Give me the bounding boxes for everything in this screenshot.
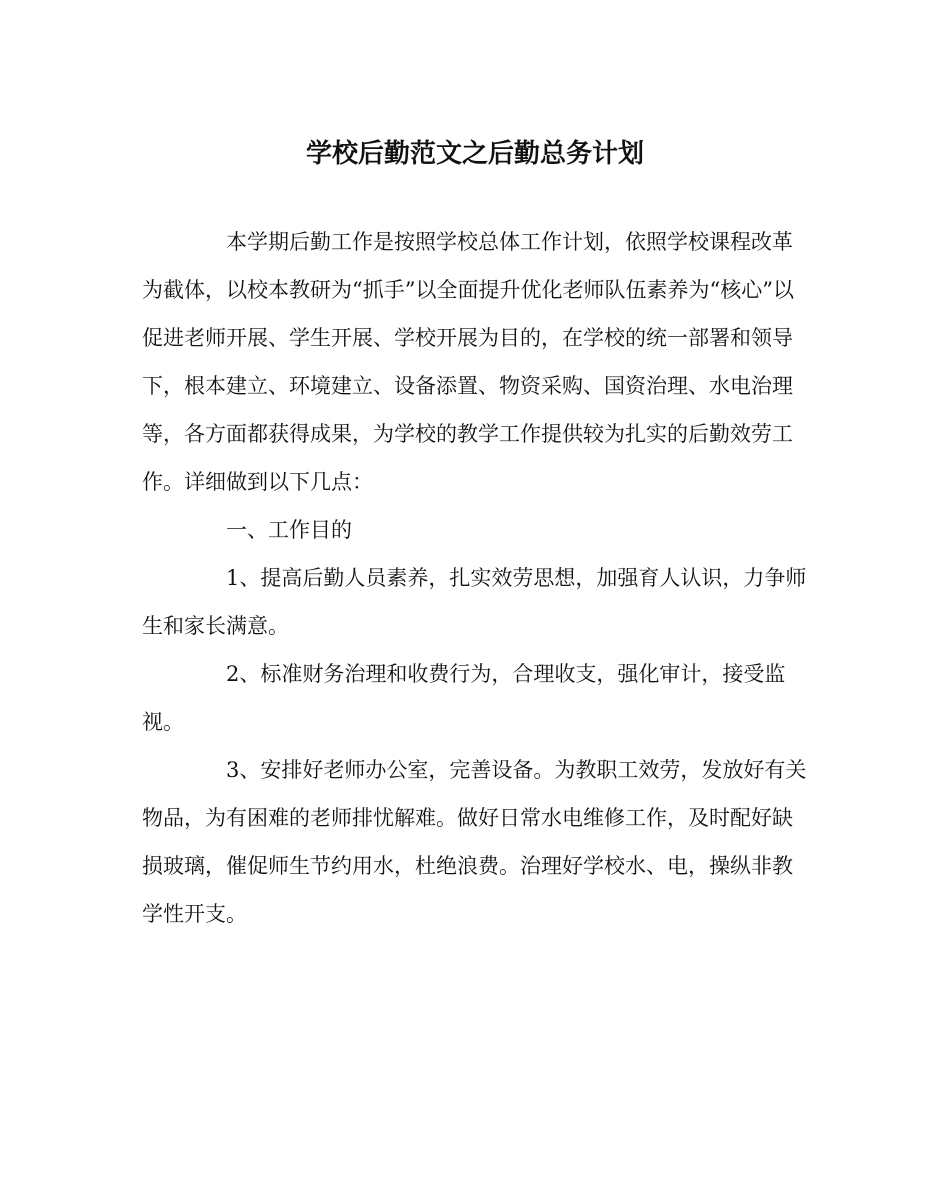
paragraph-intro: 本学期后勤工作是按照学校总体工作计划，依照学校课程改革为截体，以校本教研为“抓手”以全面提升优化老师队伍素养为“核心”以促进老师开展、学生开展、学校开展为目的，在学校的统一部署和领导下，根本建立、环境建立、设备添置、物资采购、国资治理、水电治理等，各方面都获得成果，为学校的教学工作提供较为扎实的后勤效劳工作。详细做到以下几点： bbox=[142, 230, 794, 494]
paragraph-item-2: 2、标准财务治理和收费行为，合理收支，强化审计，接受监视。 bbox=[142, 662, 786, 734]
paragraph-item-3: 3、安排好老师办公室，完善设备。为教职工效劳，发放好有关物品，为有困难的老师排忧解难。做好日常水电维修工作，及时配好缺损玻璃，催促师生节约用水，杜绝浪费。治理好学校水、电，操纵非教学性开支。 bbox=[142, 758, 807, 926]
document-body bbox=[142, 218, 810, 938]
paragraph-section-heading: 一、工作目的 bbox=[226, 518, 352, 542]
document-title: 学校后勤范文之后勤总务计划 bbox=[305, 139, 644, 169]
paragraph-item-1: 1、提高后勤人员素养，扎实效劳思想，加强育人认识，力争师生和家长满意。 bbox=[142, 566, 807, 638]
